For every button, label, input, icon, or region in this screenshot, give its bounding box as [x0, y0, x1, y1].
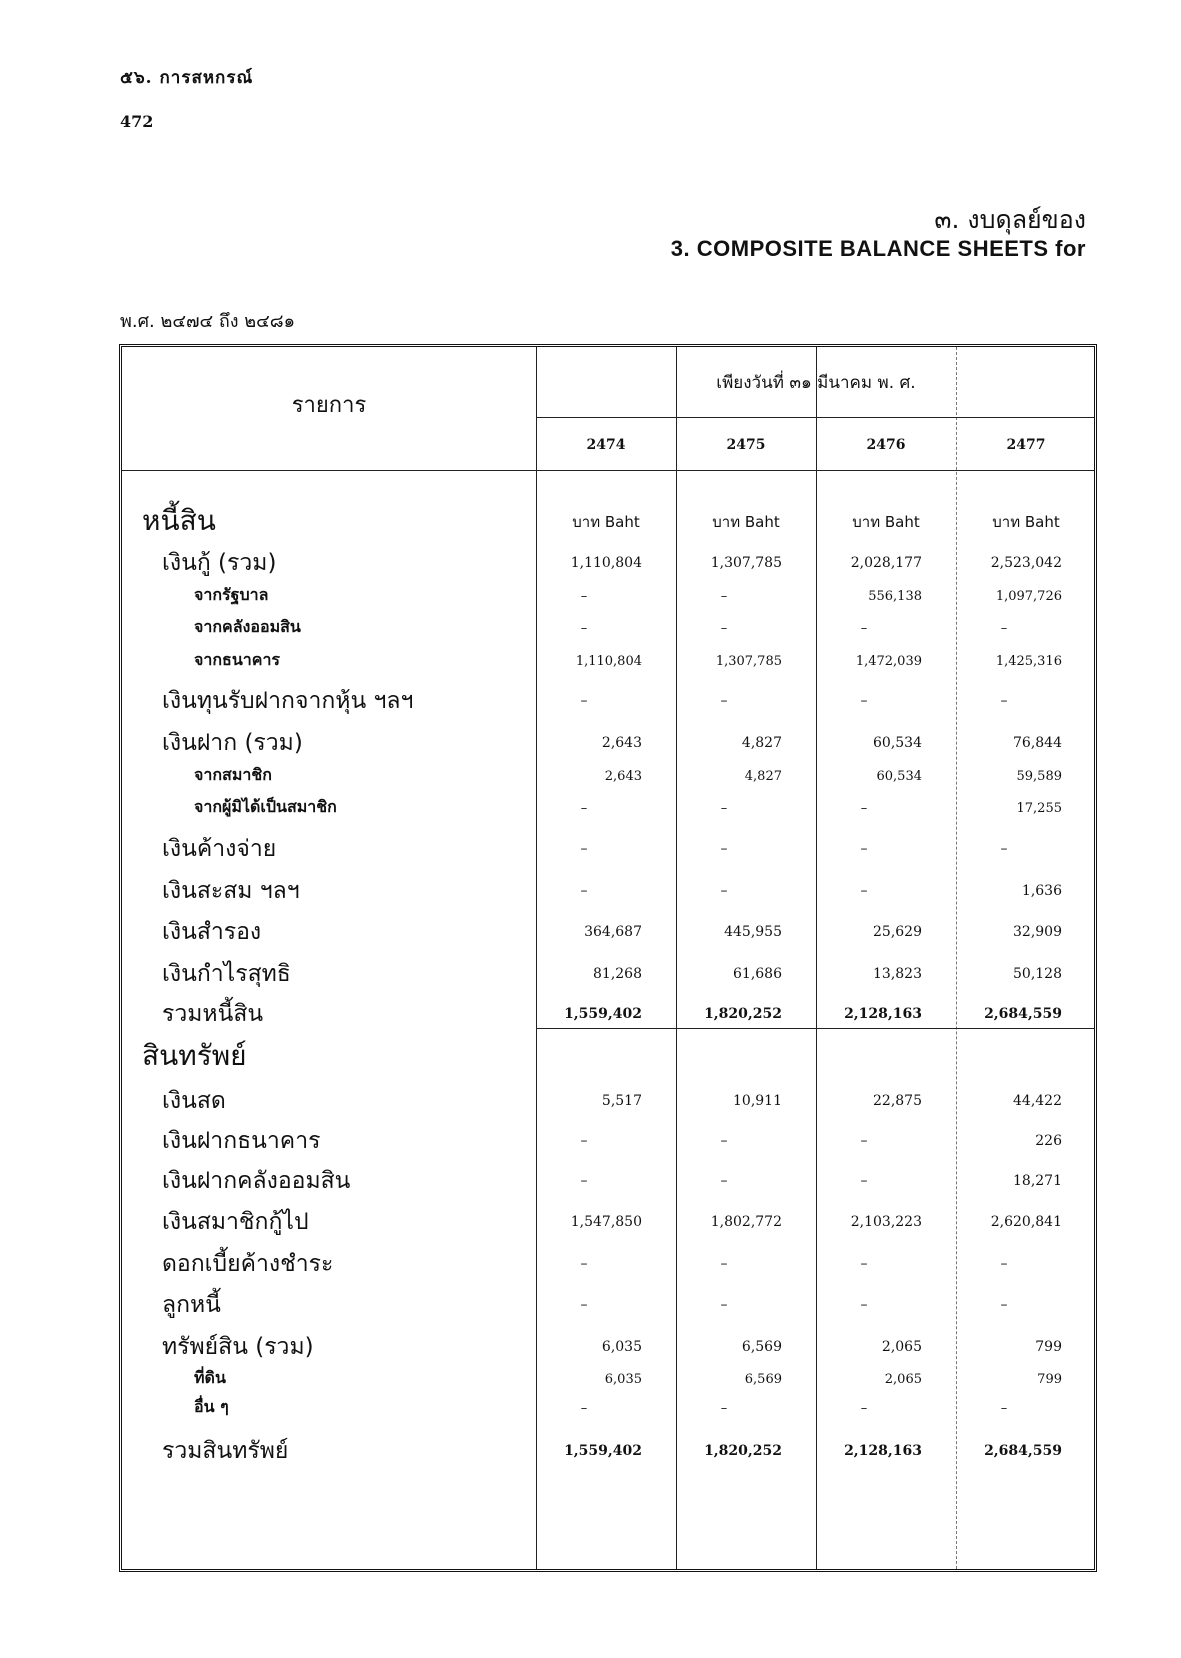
unit-label: บาท Baht — [852, 513, 920, 531]
header-bottom-rule — [122, 470, 1094, 471]
year-header: 2474 — [586, 437, 626, 453]
row-label: จากรัฐบาล — [194, 585, 269, 604]
value-cell: – — [1000, 1297, 1008, 1313]
value-cell: – — [860, 883, 868, 899]
row-label: เงินสำรอง — [162, 919, 262, 945]
value-cell: 1,802,772 — [710, 1214, 782, 1230]
value-cell: – — [580, 589, 588, 604]
table-title-thai: ๓. งบดุลย์ของ — [934, 205, 1086, 234]
year-header: 2476 — [866, 437, 906, 453]
value-cell: – — [720, 693, 728, 709]
value-cell: 1,820,252 — [704, 1006, 782, 1022]
row-label: จากธนาคาร — [194, 650, 281, 669]
value-cell: – — [860, 621, 868, 636]
value-cell: – — [1000, 841, 1008, 857]
value-cell: – — [580, 1401, 588, 1416]
date-header: เพียงวันที่ ๓๑ มีนาคม พ. ศ. — [716, 373, 916, 393]
value-cell: 6,569 — [744, 1372, 782, 1387]
value-cell: – — [860, 1173, 868, 1189]
value-cell: 2,028,177 — [850, 555, 922, 571]
row-label: เงินค้างจ่าย — [162, 836, 277, 862]
value-cell: – — [720, 621, 728, 636]
value-cell: – — [720, 1133, 728, 1149]
value-cell: 2,523,042 — [990, 555, 1062, 571]
value-cell: 10,911 — [733, 1093, 782, 1109]
value-cell: – — [720, 1401, 728, 1416]
unit-label: บาท Baht — [712, 513, 780, 531]
row-label: เงินฝากคลังออมสิน — [162, 1168, 351, 1194]
header-rule — [536, 417, 1094, 418]
value-cell: – — [860, 1133, 868, 1149]
row-label: เงินกู้ (รวม) — [162, 550, 277, 576]
balance-sheet-table — [119, 344, 1097, 1572]
row-label: จากสมาชิก — [194, 765, 272, 784]
row-label: ลูกหนี้ — [162, 1292, 221, 1318]
value-cell: – — [860, 693, 868, 709]
value-cell: – — [580, 1297, 588, 1313]
value-cell: 50,128 — [1013, 966, 1062, 982]
unit-label: บาท Baht — [992, 513, 1060, 531]
value-cell: 1,547,850 — [570, 1214, 642, 1230]
value-cell: – — [860, 801, 868, 816]
year-header: 2475 — [726, 437, 766, 453]
value-cell: – — [580, 841, 588, 857]
value-cell: 2,643 — [604, 769, 642, 784]
value-cell: 59,589 — [1016, 769, 1062, 784]
value-cell: 1,307,785 — [710, 555, 782, 571]
value-cell: 364,687 — [584, 924, 642, 940]
value-cell: 1,559,402 — [564, 1443, 642, 1459]
value-cell: 556,138 — [868, 589, 922, 604]
period-label: พ.ศ. ๒๔๗๔ ถึง ๒๔๘๑ — [120, 311, 296, 332]
value-cell: – — [860, 1256, 868, 1272]
value-cell: 2,065 — [881, 1339, 922, 1355]
value-cell: 13,823 — [873, 966, 922, 982]
row-label: อื่น ๆ — [194, 1397, 229, 1416]
value-cell: 61,686 — [733, 966, 782, 982]
value-cell: 2,128,163 — [844, 1443, 922, 1459]
value-cell: 17,255 — [1016, 801, 1062, 816]
value-cell: – — [1000, 1401, 1008, 1416]
value-cell: – — [720, 1297, 728, 1313]
value-cell: 2,684,559 — [984, 1443, 1062, 1459]
value-cell: 22,875 — [873, 1093, 922, 1109]
row-label: จากผู้มิได้เป็นสมาชิก — [194, 797, 337, 816]
row-label: ดอกเบี้ยค้างชำระ — [162, 1251, 334, 1277]
value-cell: 226 — [1035, 1133, 1062, 1149]
value-cell: 6,035 — [604, 1372, 642, 1387]
value-cell: 1,636 — [1021, 883, 1062, 899]
value-cell: 5,517 — [601, 1093, 642, 1109]
value-cell: – — [860, 1401, 868, 1416]
value-cell: 1,307,785 — [715, 654, 782, 669]
value-cell: – — [720, 883, 728, 899]
year-header: 2477 — [1006, 437, 1046, 453]
value-cell: – — [860, 841, 868, 857]
value-cell: 32,909 — [1013, 924, 1062, 940]
value-cell: 2,684,559 — [984, 1006, 1062, 1022]
value-cell: – — [720, 1173, 728, 1189]
value-cell: 1,110,804 — [575, 654, 642, 669]
value-cell: 1,425,316 — [995, 654, 1062, 669]
value-cell: 81,268 — [593, 966, 642, 982]
table-title-english: 3. COMPOSITE BALANCE SHEETS for — [670, 236, 1086, 261]
value-cell: – — [580, 883, 588, 899]
row-label: เงินฝาก (รวม) — [162, 730, 303, 756]
value-cell: 60,534 — [876, 769, 922, 784]
value-cell: 60,534 — [873, 735, 922, 751]
value-cell: 1,820,252 — [704, 1443, 782, 1459]
page-number: 472 — [120, 112, 154, 131]
row-label: เงินสะสม ฯลฯ — [162, 878, 300, 904]
section-heading: ๕๖. การสหกรณ์ — [120, 68, 254, 88]
value-cell: 2,643 — [601, 735, 642, 751]
value-cell: 2,620,841 — [990, 1214, 1062, 1230]
total-row-label: รวมหนี้สิน — [162, 1001, 264, 1027]
value-cell: 799 — [1037, 1372, 1062, 1387]
row-label: ทรัพย์สิน (รวม) — [162, 1334, 314, 1360]
row-label: เงินฝากธนาคาร — [162, 1128, 321, 1154]
value-cell: 1,110,804 — [570, 555, 642, 571]
row-label: ที่ดิน — [194, 1368, 226, 1387]
value-cell: 2,103,223 — [850, 1214, 922, 1230]
value-cell: – — [1000, 621, 1008, 636]
row-label: เงินสมาชิกกู้ไป — [162, 1209, 309, 1235]
value-cell: 2,065 — [884, 1372, 922, 1387]
value-cell: – — [1000, 693, 1008, 709]
value-cell: 4,827 — [744, 769, 782, 784]
row-label: จากคลังออมสิน — [194, 617, 301, 636]
value-cell: 76,844 — [1013, 735, 1062, 751]
value-cell: 25,629 — [873, 924, 922, 940]
value-cell: – — [580, 1256, 588, 1272]
value-cell: – — [720, 1256, 728, 1272]
total-rule — [536, 1028, 1094, 1029]
row-label: เงินสด — [162, 1088, 226, 1114]
value-cell: – — [720, 589, 728, 604]
value-cell: 44,422 — [1013, 1093, 1062, 1109]
value-cell: – — [720, 801, 728, 816]
value-cell: 6,035 — [601, 1339, 642, 1355]
value-cell: – — [580, 621, 588, 636]
value-cell: 4,827 — [741, 735, 782, 751]
value-cell: – — [580, 1173, 588, 1189]
item-column-header: รายการ — [291, 393, 367, 418]
section-label: สินทรัพย์ — [142, 1039, 247, 1072]
row-label: เงินทุนรับฝากจากหุ้น ฯลฯ — [162, 688, 414, 714]
total-row-label: รวมสินทรัพย์ — [162, 1438, 289, 1464]
value-cell: 6,569 — [741, 1339, 782, 1355]
unit-label: บาท Baht — [572, 513, 640, 531]
value-cell: – — [580, 801, 588, 816]
value-cell: – — [1000, 1256, 1008, 1272]
section-label: หนี้สิน — [142, 504, 216, 537]
value-cell: 1,097,726 — [995, 589, 1062, 604]
value-cell: – — [720, 841, 728, 857]
value-cell: 2,128,163 — [844, 1006, 922, 1022]
value-cell: 445,955 — [724, 924, 782, 940]
value-cell: 799 — [1035, 1339, 1062, 1355]
value-cell: 1,559,402 — [564, 1006, 642, 1022]
row-label: เงินกำไรสุทธิ — [162, 961, 291, 987]
value-cell: 18,271 — [1013, 1173, 1062, 1189]
value-cell: 1,472,039 — [855, 654, 922, 669]
value-cell: – — [580, 1133, 588, 1149]
value-cell: – — [580, 693, 588, 709]
value-cell: – — [860, 1297, 868, 1313]
